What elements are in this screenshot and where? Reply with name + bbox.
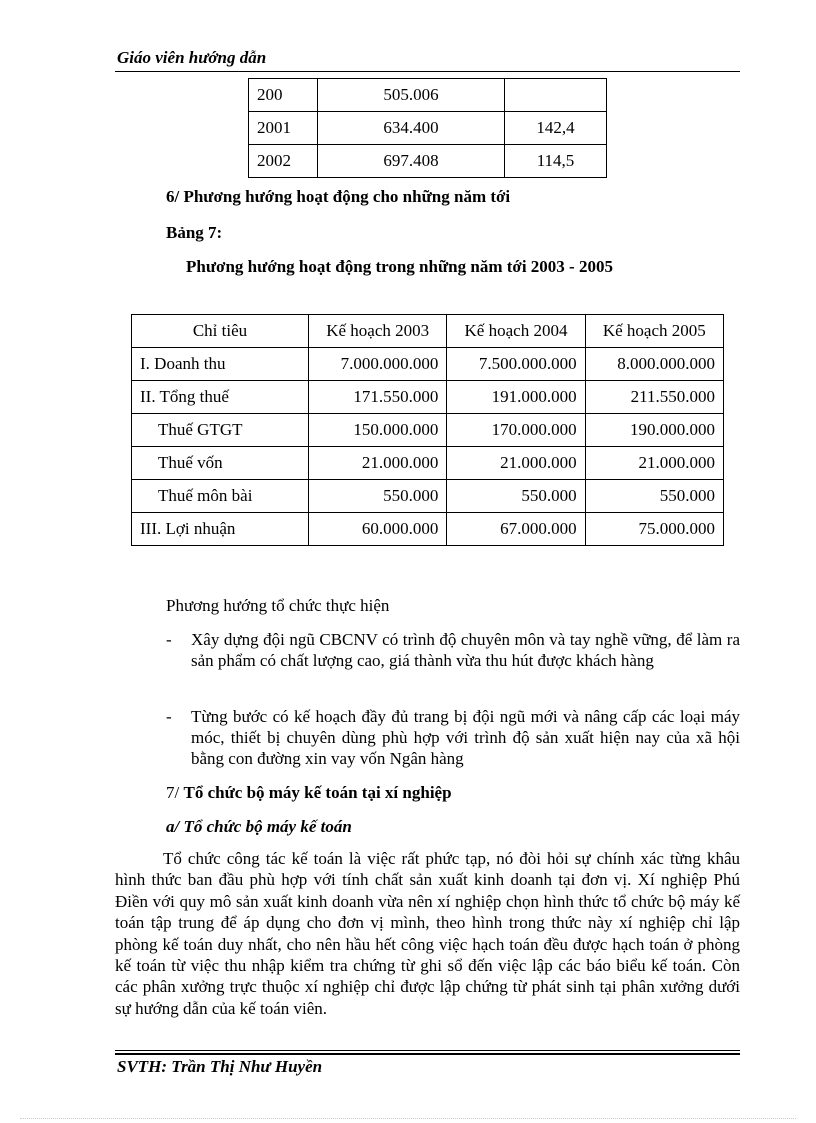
row-label: Thuế GTGT — [132, 414, 309, 447]
footer-rule — [115, 1053, 740, 1055]
column-header: Kế hoạch 2004 — [447, 315, 585, 348]
value-cell: 211.550.000 — [585, 381, 723, 414]
row-label: Thuế môn bài — [132, 480, 309, 513]
section-6-heading: 6/ Phương hướng hoạt động cho những năm tới — [166, 187, 511, 206]
plan-table — [131, 314, 724, 546]
table-row — [132, 480, 724, 513]
page-header: Giáo viên hướng dẫn — [117, 48, 267, 67]
table-label: Bảng 7: — [166, 223, 223, 242]
list-item-text: Xây dựng đội ngũ CBCNV có trình độ chuyên môn và tay nghề vững, để làm ra sản phẩm có chất lượng cao, giá thành vừa thu hút được khách hàng — [191, 630, 740, 670]
value-cell: 8.000.000.000 — [585, 348, 723, 381]
table-row — [249, 145, 607, 178]
value-cell: 7.500.000.000 — [447, 348, 585, 381]
table-row — [132, 414, 724, 447]
row-label: Thuế vốn — [132, 447, 309, 480]
table-row — [132, 513, 724, 546]
table-row — [249, 79, 607, 112]
value-cell: 21.000.000 — [585, 447, 723, 480]
table-header-row — [132, 315, 724, 348]
column-header: Kế hoạch 2005 — [585, 315, 723, 348]
page-edge — [20, 1118, 796, 1119]
year-cell: 200 — [249, 79, 318, 112]
value-cell: 190.000.000 — [585, 414, 723, 447]
percent-cell: 114,5 — [505, 145, 607, 178]
bullet-dash: - — [166, 630, 172, 649]
value-cell: 550.000 — [447, 480, 585, 513]
value-cell: 170.000.000 — [447, 414, 585, 447]
value-cell: 171.550.000 — [309, 381, 447, 414]
value-cell: 550.000 — [309, 480, 447, 513]
value-cell: 150.000.000 — [309, 414, 447, 447]
table-row — [132, 447, 724, 480]
table-row — [132, 348, 724, 381]
value-cell: 21.000.000 — [309, 447, 447, 480]
value-cell: 634.400 — [318, 112, 505, 145]
row-label: II. Tổng thuế — [132, 381, 309, 414]
value-cell: 697.408 — [318, 145, 505, 178]
percent-cell — [505, 79, 607, 112]
value-cell: 505.006 — [318, 79, 505, 112]
percent-cell: 142,4 — [505, 112, 607, 145]
year-cell: 2002 — [249, 145, 318, 178]
row-label: I. Doanh thu — [132, 348, 309, 381]
body-paragraph: Tổ chức công tác kế toán là việc rất phức tạp, nó đòi hỏi sự chính xác từng khâu hình thức ban đầu phù hợp với tính chất sản xuất kinh doanh tại đơn vị. Xí nghiệp Phú Điền với quy mô sản xuất kinh doanh vừa nên xí nghiệp chọn hình thức tổ chức bộ máy kế toán tập trung để áp dụng cho đơn vị mình, theo hình trong thức này xí nghiệp chỉ lập phòng kế toán duy nhất, cho nên hầu hết công việc hạch toán đều được hạch toán ở phòng kế toán từ việc thu nhập kiểm tra chứng từ ghi sổ đến việc lập các báo biểu kế toán. Còn các phân xưởng trực thuộc xí nghiệp chỉ được lập chứng từ phát sinh tại phân xưởng dưới sự hướng dẫn của kế toán viên. — [115, 849, 740, 1018]
header-rule — [115, 71, 740, 72]
value-cell: 191.000.000 — [447, 381, 585, 414]
value-cell: 7.000.000.000 — [309, 348, 447, 381]
value-cell: 67.000.000 — [447, 513, 585, 546]
row-label: III. Lợi nhuận — [132, 513, 309, 546]
subsection-heading: a/ Tổ chức bộ máy kế toán — [166, 817, 352, 836]
implementation-title: Phương hướng tổ chức thực hiện — [166, 596, 390, 615]
list-item-text: Từng bước có kế hoạch đầy đủ trang bị đội ngũ mới và nâng cấp các loại máy móc, thiết bị chuyên dùng phù hợp với trình độ sản xuất hiện nay của xã hội bằng con đường xin vay vốn Ngân hàng — [191, 707, 740, 768]
section-7-heading — [166, 782, 452, 803]
page-footer: SVTH: Trần Thị Như Huyền — [117, 1057, 323, 1076]
section-7-number: 7/ — [166, 783, 180, 802]
table-row — [249, 112, 607, 145]
value-cell: 60.000.000 — [309, 513, 447, 546]
column-header: Chỉ tiêu — [132, 315, 309, 348]
column-header: Kế hoạch 2003 — [309, 315, 447, 348]
table-row — [132, 381, 724, 414]
year-cell: 2001 — [249, 112, 318, 145]
section-7-title: Tổ chức bộ máy kế toán tại xí nghiệp — [183, 783, 452, 802]
value-cell: 550.000 — [585, 480, 723, 513]
bullet-dash: - — [166, 707, 172, 726]
footer-rule — [115, 1050, 740, 1051]
value-cell: 75.000.000 — [585, 513, 723, 546]
growth-table — [248, 78, 607, 178]
value-cell: 21.000.000 — [447, 447, 585, 480]
table-title: Phương hướng hoạt động trong những năm tới 2003 - 2005 — [186, 257, 613, 276]
